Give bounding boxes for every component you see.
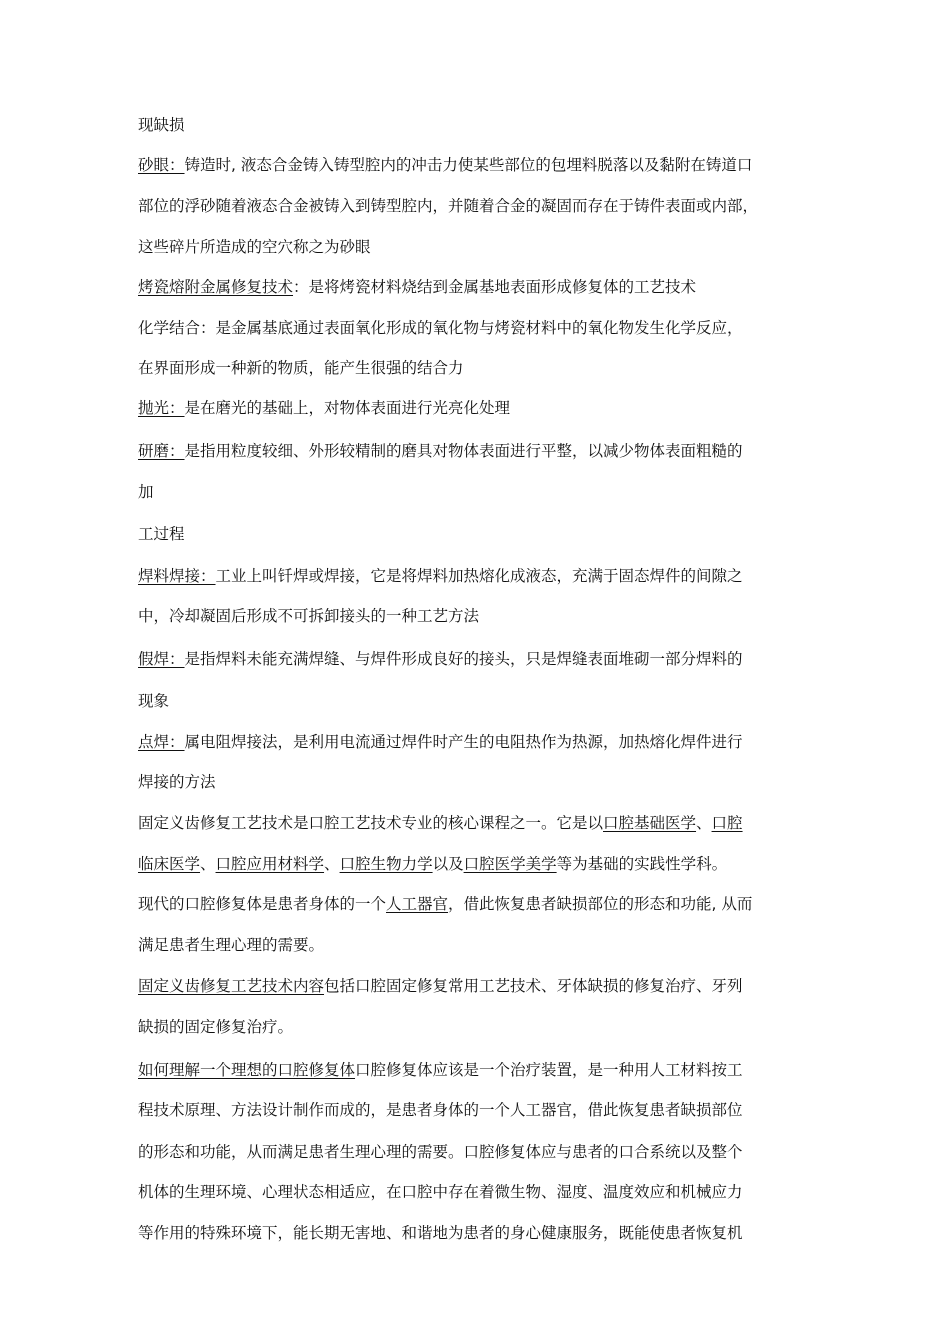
text-run: 以及: [432, 855, 464, 873]
underlined-term: 口腔医学美学: [463, 855, 557, 873]
text-run: 焊接的方法: [138, 773, 216, 791]
text-run: 在界面形成一种新的物质，能产生很强的结合力: [138, 359, 464, 377]
text-run: 属电阻焊接法，是利用电流通过焊件时产生的电阻热作为热源，加热熔化焊件进行: [184, 733, 743, 751]
text-line: [138, 975, 838, 997]
text-line: [138, 397, 838, 419]
text-run: ，借此恢复患者缺损部位的形态和功能, 从而: [448, 895, 753, 913]
text-line: [138, 1059, 838, 1081]
text-line: [138, 317, 838, 339]
text-line: [138, 690, 838, 712]
underlined-term: 人工器官: [386, 895, 449, 913]
text-run: 等作用的特殊环境下，能长期无害地、和谐地为患者的身心健康服务，既能使患者恢复机: [138, 1224, 743, 1242]
text-line: [138, 276, 838, 298]
text-line: [138, 934, 838, 956]
underlined-term: 如何理解一个理想的口腔修复体: [138, 1061, 356, 1079]
underlined-term: 口腔应用材料学: [215, 855, 325, 873]
text-run: 加: [138, 483, 154, 501]
text-run: 是指用粒度较细、外形较精制的磨具对物体表面进行平整，以减少物体表面粗糙的: [184, 442, 743, 460]
underlined-term: 口腔基础医学: [603, 814, 697, 832]
text-run: ：是将烤瓷材料烧结到金属基地表面形成修复体的工艺技术: [293, 278, 697, 296]
text-line: [138, 1141, 838, 1163]
underlined-term: 焊料焊接：: [138, 567, 216, 585]
text-line: [138, 648, 838, 670]
underlined-term: 口腔: [711, 814, 743, 832]
text-run: 化学结合：是金属基底通过表面氧化形成的氧化物与烤瓷材料中的氧化物发生化学反应，: [138, 319, 743, 337]
text-run: 现缺损: [138, 116, 185, 134]
text-run: 是在磨光的基础上，对物体表面进行光亮化处理: [184, 399, 511, 417]
text-run: 工过程: [138, 525, 185, 543]
text-line: [138, 1016, 838, 1038]
text-run: 满足患者生理心理的需要。: [138, 936, 325, 954]
text-line: [138, 357, 838, 379]
text-line: [138, 154, 838, 176]
text-run: 这些碎片所造成的空穴称之为砂眼: [138, 238, 371, 256]
text-run: 是指焊料未能充满焊缝、与焊件形成良好的接头，只是焊缝表面堆砌一部分焊料的: [184, 650, 743, 668]
text-run: 现代的口腔修复体是患者身体的一个: [138, 895, 387, 913]
text-line: [138, 771, 838, 793]
text-run: 固定义齿修复工艺技术是口腔工艺技术专业的核心课程之一。它是以: [138, 814, 604, 832]
text-run: 部位的浮砂随着液态合金被铸入到铸型腔内，并随着合金的凝固而存在于铸件表面或内部，: [138, 197, 759, 215]
underlined-term: 砂眼：: [138, 156, 185, 174]
text-line: [138, 481, 838, 503]
text-run: 机体的生理环境、心理状态相适应，在口腔中存在着微生物、湿度、温度效应和机械应力: [138, 1183, 743, 1201]
text-run: 中，冷却凝固后形成不可拆卸接头的一种工艺方法: [138, 607, 480, 625]
text-line: [138, 731, 838, 753]
text-run: 口腔修复体应该是一个治疗装置，是一种用人工材料按工: [355, 1061, 743, 1079]
text-line: [138, 114, 838, 136]
text-run: 、: [696, 814, 712, 832]
text-run: 等为基础的实践性学科。: [556, 855, 728, 873]
text-run: 、: [200, 855, 216, 873]
text-line: [138, 1099, 838, 1121]
text-run: 的形态和功能，从而满足患者生理心理的需要。口腔修复体应与患者的口合系统以及整个: [138, 1143, 743, 1161]
underlined-term: 研磨：: [138, 442, 185, 460]
text-line: [138, 605, 838, 627]
underlined-term: 固定义齿修复工艺技术内容: [138, 977, 325, 995]
text-line: [138, 893, 838, 915]
text-run: 现象: [138, 692, 170, 710]
underlined-term: 口腔生物力学: [339, 855, 433, 873]
underlined-term: 临床医学: [138, 855, 201, 873]
text-line: [138, 1181, 838, 1203]
text-line: [138, 195, 838, 217]
text-line: [138, 853, 838, 875]
underlined-term: 烤瓷熔附金属修复技术: [138, 278, 294, 296]
text-run: 程技术原理、方法设计制作而成的，是患者身体的一个人工器官，借此恢复患者缺损部位: [138, 1101, 743, 1119]
text-run: 包括口腔固定修复常用工艺技术、牙体缺损的修复治疗、牙列: [324, 977, 743, 995]
text-run: 铸造时, 液态合金铸入铸型腔内的冲击力使某些部位的包埋料脱落以及黏附在铸道口: [184, 156, 753, 174]
underlined-term: 点焊：: [138, 733, 185, 751]
text-line: [138, 440, 838, 462]
text-line: [138, 565, 838, 587]
text-line: [138, 1222, 838, 1244]
text-run: 缺损的固定修复治疗。: [138, 1018, 294, 1036]
underlined-term: 假焊：: [138, 650, 185, 668]
text-line: [138, 236, 838, 258]
text-line: [138, 812, 838, 834]
text-run: 工业上叫钎焊或焊接，它是将焊料加热熔化成液态，充满于固态焊件的间隙之: [215, 567, 743, 585]
underlined-term: 抛光：: [138, 399, 185, 417]
text-line: [138, 523, 838, 545]
text-run: 、: [324, 855, 340, 873]
